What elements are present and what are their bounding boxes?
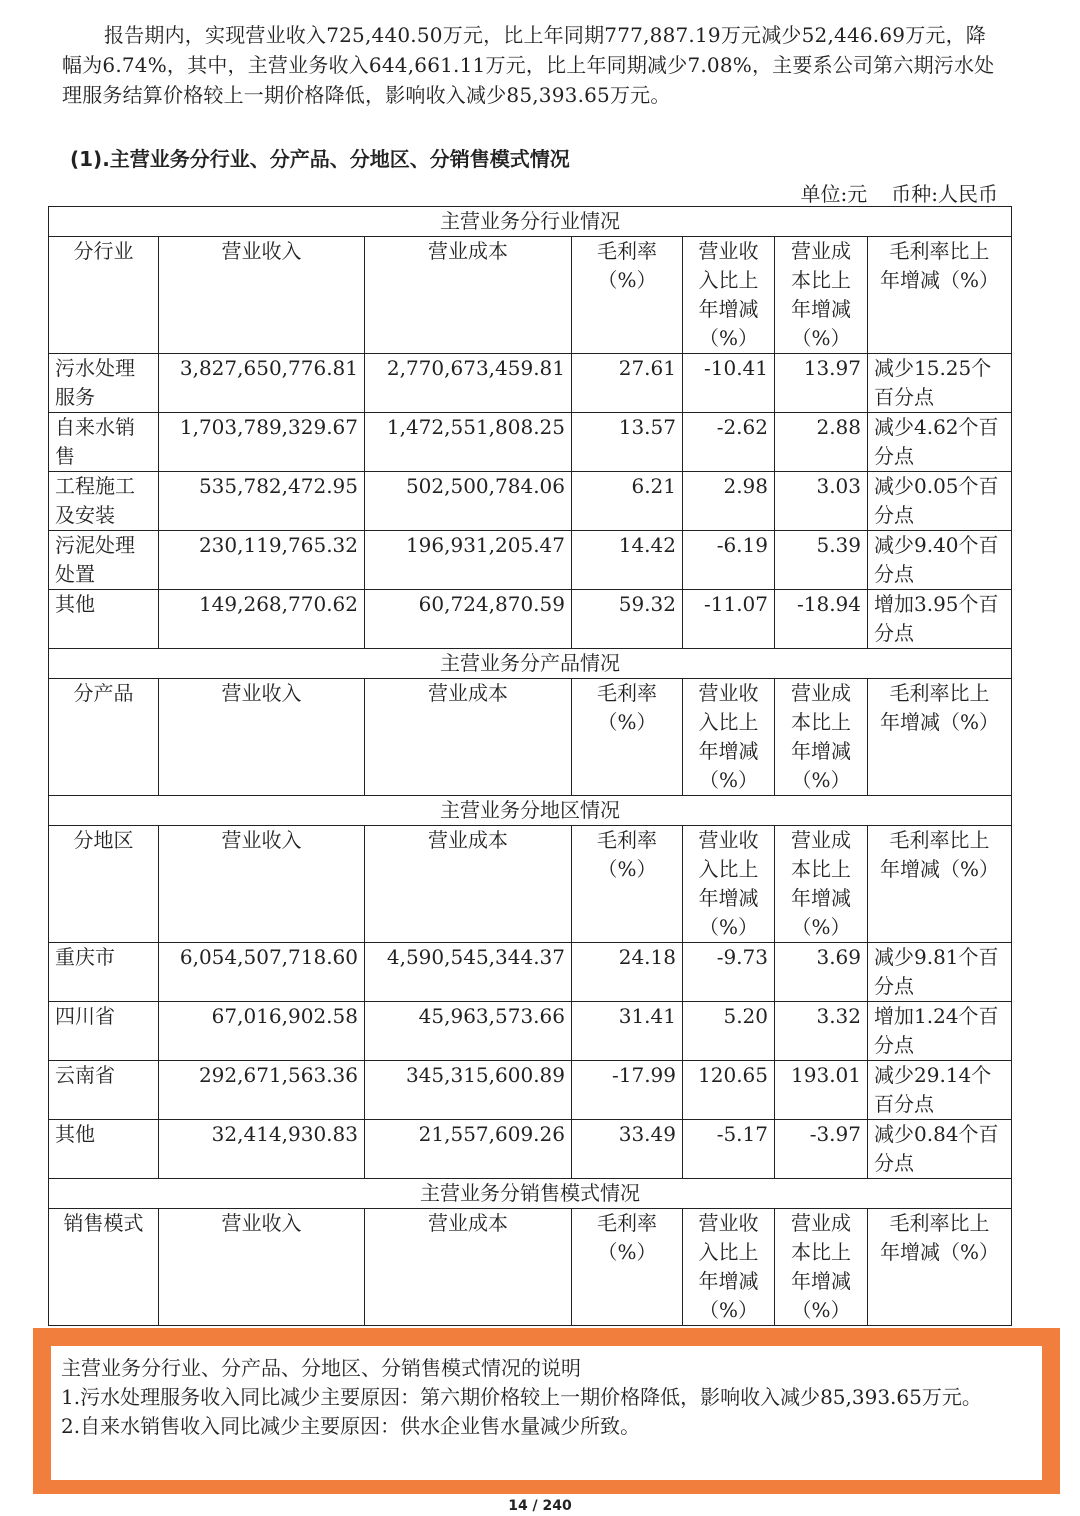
- row-rev-change: -9.73: [683, 943, 775, 1002]
- row-cost-change: 3.32: [775, 1002, 868, 1061]
- row-rev-change: -6.19: [683, 531, 775, 590]
- header-rev-change-line: 营业收: [698, 1211, 759, 1235]
- row-cost-change: 193.01: [775, 1061, 868, 1120]
- row-margin: 14.42: [572, 531, 683, 590]
- row-margin-change: 减少9.81个百分点: [868, 943, 1012, 1002]
- row-name: 重庆市: [49, 943, 159, 1002]
- row-revenue: 535,782,472.95: [159, 472, 365, 531]
- header-rev-change-line: 入比上: [698, 710, 759, 734]
- header-revenue: 营业收入: [159, 1209, 365, 1326]
- row-rev-change: -10.41: [683, 354, 775, 413]
- header-margin-change-line: 年增减（%）: [880, 268, 1000, 292]
- header-margin: [572, 1209, 683, 1326]
- header-cost-change-line: 营业成: [791, 681, 851, 705]
- header-cost: 营业成本: [365, 826, 572, 943]
- header-margin: [572, 679, 683, 796]
- row-cost: 45,963,573.66: [365, 1002, 572, 1061]
- header-margin-line: （%）: [597, 857, 657, 881]
- header-rev-change-line: 年增减: [698, 1269, 759, 1293]
- row-revenue: 149,268,770.62: [159, 590, 365, 649]
- row-margin-change: 减少4.62个百分点: [868, 413, 1012, 472]
- header-margin-change-line: 毛利率比上: [889, 828, 990, 852]
- row-rev-change: -2.62: [683, 413, 775, 472]
- row-margin: 13.57: [572, 413, 683, 472]
- row-margin: 24.18: [572, 943, 683, 1002]
- header-first-col: 分地区: [49, 826, 159, 943]
- header-rev-change-line: （%）: [698, 915, 758, 939]
- header-rev-change-line: 营业收: [698, 239, 759, 263]
- header-margin-line: （%）: [597, 1240, 657, 1264]
- row-revenue: 292,671,563.36: [159, 1061, 365, 1120]
- header-margin-change: [868, 237, 1012, 354]
- section-label: 主营业务分产品情况: [49, 649, 1012, 679]
- header-cost-change: [775, 826, 868, 943]
- row-revenue: 1,703,789,329.67: [159, 413, 365, 472]
- section-label: 主营业务分行业情况: [49, 207, 1012, 237]
- row-margin-change: 减少15.25个百分点: [868, 354, 1012, 413]
- row-cost-change: 3.69: [775, 943, 868, 1002]
- header-cost-change-line: 本比上: [791, 857, 851, 881]
- header-cost-change: [775, 237, 868, 354]
- row-rev-change: -11.07: [683, 590, 775, 649]
- header-rev-change-line: （%）: [698, 326, 758, 350]
- row-name: 四川省: [49, 1002, 159, 1061]
- header-margin-line: （%）: [597, 268, 657, 292]
- row-cost-change: 13.97: [775, 354, 868, 413]
- row-margin-change: 减少9.40个百分点: [868, 531, 1012, 590]
- row-cost-change: -18.94: [775, 590, 868, 649]
- section-title: (1).主营业务分行业、分产品、分地区、分销售模式情况: [70, 147, 570, 171]
- notes-inner: [51, 1346, 1042, 1480]
- table-row: [49, 531, 1012, 590]
- row-name: 其他: [49, 1120, 159, 1179]
- section-row: [49, 207, 1012, 237]
- section-row: [49, 649, 1012, 679]
- header-cost-change-line: 年增减: [791, 1269, 851, 1293]
- header-rev-change-line: 营业收: [698, 828, 759, 852]
- header-margin-change-line: 毛利率比上: [889, 1211, 990, 1235]
- header-cost-change-line: 营业成: [791, 828, 851, 852]
- row-cost-change: 5.39: [775, 531, 868, 590]
- header-rev-change-line: 入比上: [698, 268, 759, 292]
- header-margin-change: [868, 679, 1012, 796]
- row-margin: 59.32: [572, 590, 683, 649]
- header-margin-change-line: 毛利率比上: [889, 239, 990, 263]
- note-item-2: 2.自来水销售收入同比减少主要原因：供水企业售水量减少所致。: [61, 1414, 641, 1438]
- header-row: [49, 237, 1012, 354]
- row-rev-change: 120.65: [683, 1061, 775, 1120]
- header-margin-change-line: 毛利率比上: [889, 681, 990, 705]
- unit-line: [801, 178, 999, 207]
- header-first-col: 分产品: [49, 679, 159, 796]
- row-name: 污水处理服务: [49, 354, 159, 413]
- table-row: [49, 472, 1012, 531]
- note-item-1: 1.污水处理服务收入同比减少主要原因：第六期价格较上一期价格降低，影响收入减少85,393.65万元。: [61, 1385, 982, 1409]
- header-margin-change-line: 年增减（%）: [880, 857, 1000, 881]
- header-cost-change-line: （%）: [791, 768, 851, 792]
- header-cost-change-line: 年增减: [791, 886, 851, 910]
- header-margin-line: 毛利率: [597, 1211, 657, 1235]
- row-name: 工程施工及安装: [49, 472, 159, 531]
- section-label: 主营业务分销售模式情况: [49, 1179, 1012, 1209]
- row-cost: 345,315,600.89: [365, 1061, 572, 1120]
- header-margin-change-line: 年增减（%）: [880, 710, 1000, 734]
- row-cost-change: 3.03: [775, 472, 868, 531]
- header-revenue: 营业收入: [159, 679, 365, 796]
- header-rev-change-line: 年增减: [698, 739, 759, 763]
- table-row: [49, 354, 1012, 413]
- header-cost-change: [775, 1209, 868, 1326]
- row-margin: 33.49: [572, 1120, 683, 1179]
- header-margin-change: [868, 826, 1012, 943]
- row-cost: 60,724,870.59: [365, 590, 572, 649]
- header-cost: 营业成本: [365, 237, 572, 354]
- header-margin-change: [868, 1209, 1012, 1326]
- row-revenue: 67,016,902.58: [159, 1002, 365, 1061]
- row-cost: 502,500,784.06: [365, 472, 572, 531]
- header-cost-change-line: 年增减: [791, 297, 851, 321]
- section-label: 主营业务分地区情况: [49, 796, 1012, 826]
- header-cost-change-line: 年增减: [791, 739, 851, 763]
- header-cost-change-line: （%）: [791, 326, 851, 350]
- header-cost-change-line: （%）: [791, 1298, 851, 1322]
- row-name: 云南省: [49, 1061, 159, 1120]
- section-row: [49, 1179, 1012, 1209]
- header-rev-change-line: （%）: [698, 1298, 758, 1322]
- row-rev-change: -5.17: [683, 1120, 775, 1179]
- row-cost: 21,557,609.26: [365, 1120, 572, 1179]
- header-cost-change-line: 本比上: [791, 710, 851, 734]
- row-cost: 4,590,545,344.37: [365, 943, 572, 1002]
- row-revenue: 3,827,650,776.81: [159, 354, 365, 413]
- header-revenue: 营业收入: [159, 826, 365, 943]
- header-cost-change: [775, 679, 868, 796]
- header-revenue: 营业收入: [159, 237, 365, 354]
- header-first-col: 分行业: [49, 237, 159, 354]
- row-margin: -17.99: [572, 1061, 683, 1120]
- row-cost: 196,931,205.47: [365, 531, 572, 590]
- header-cost-change-line: 本比上: [791, 1240, 851, 1264]
- header-rev-change: [683, 1209, 775, 1326]
- table-row: [49, 413, 1012, 472]
- intro-paragraph: 报告期内，实现营业收入725,440.50万元，比上年同期777,887.19万元减少52,446.69万元，降幅为6.74%，其中，主营业务收入644,661.11万元，比上年同期减少7.08%，主要系公司第六期污水处理服务结算价格较上一期价格降低，影响收入减少85,393.65万元。: [62, 23, 995, 107]
- row-margin-change: 减少0.05个百分点: [868, 472, 1012, 531]
- header-margin-line: 毛利率: [597, 239, 657, 263]
- header-rev-change-line: 年增减: [698, 297, 759, 321]
- table-row: [49, 943, 1012, 1002]
- header-margin-line: 毛利率: [597, 681, 657, 705]
- header-cost-change-line: 营业成: [791, 239, 851, 263]
- row-margin-change: 减少0.84个百分点: [868, 1120, 1012, 1179]
- row-margin: 6.21: [572, 472, 683, 531]
- header-cost: 营业成本: [365, 1209, 572, 1326]
- header-row: [49, 826, 1012, 943]
- header-margin: [572, 237, 683, 354]
- header-cost: 营业成本: [365, 679, 572, 796]
- row-revenue: 32,414,930.83: [159, 1120, 365, 1179]
- row-cost-change: 2.88: [775, 413, 868, 472]
- header-rev-change-line: 入比上: [698, 857, 759, 881]
- row-margin-change: 增加3.95个百分点: [868, 590, 1012, 649]
- header-cost-change-line: 营业成: [791, 1211, 851, 1235]
- row-cost: 1,472,551,808.25: [365, 413, 572, 472]
- row-name: 自来水销售: [49, 413, 159, 472]
- header-margin-change-line: 年增减（%）: [880, 1240, 1000, 1264]
- notes-box: [33, 1328, 1060, 1494]
- unit-label: 单位:元: [800, 182, 868, 206]
- row-rev-change: 5.20: [683, 1002, 775, 1061]
- row-name: 污泥处理处置: [49, 531, 159, 590]
- row-rev-change: 2.98: [683, 472, 775, 531]
- header-rev-change-line: 营业收: [698, 681, 759, 705]
- page-number: 14 / 240: [508, 1498, 572, 1514]
- header-cost-change-line: （%）: [791, 915, 851, 939]
- table-row: [49, 1002, 1012, 1061]
- header-rev-change: [683, 237, 775, 354]
- header-row: [49, 1209, 1012, 1326]
- header-row: [49, 679, 1012, 796]
- notes-title: 主营业务分行业、分产品、分地区、分销售模式情况的说明: [61, 1356, 581, 1380]
- row-margin-change: 增加1.24个百分点: [868, 1002, 1012, 1061]
- header-margin: [572, 826, 683, 943]
- header-rev-change: [683, 679, 775, 796]
- main-business-table: [48, 206, 1012, 1326]
- header-rev-change: [683, 826, 775, 943]
- row-margin: 27.61: [572, 354, 683, 413]
- table-row: [49, 1061, 1012, 1120]
- header-margin-line: 毛利率: [597, 828, 657, 852]
- row-name: 其他: [49, 590, 159, 649]
- header-rev-change-line: 年增减: [698, 886, 759, 910]
- section-row: [49, 796, 1012, 826]
- header-first-col: 销售模式: [49, 1209, 159, 1326]
- row-revenue: 6,054,507,718.60: [159, 943, 365, 1002]
- row-revenue: 230,119,765.32: [159, 531, 365, 590]
- header-margin-line: （%）: [597, 710, 657, 734]
- header-rev-change-line: 入比上: [698, 1240, 759, 1264]
- currency-label: 币种:人民币: [891, 182, 998, 206]
- header-cost-change-line: 本比上: [791, 268, 851, 292]
- row-margin: 31.41: [572, 1002, 683, 1061]
- table-row: [49, 590, 1012, 649]
- row-cost-change: -3.97: [775, 1120, 868, 1179]
- header-rev-change-line: （%）: [698, 768, 758, 792]
- row-cost: 2,770,673,459.81: [365, 354, 572, 413]
- table-body: [49, 207, 1012, 1326]
- row-margin-change: 减少29.14个百分点: [868, 1061, 1012, 1120]
- table-row: [49, 1120, 1012, 1179]
